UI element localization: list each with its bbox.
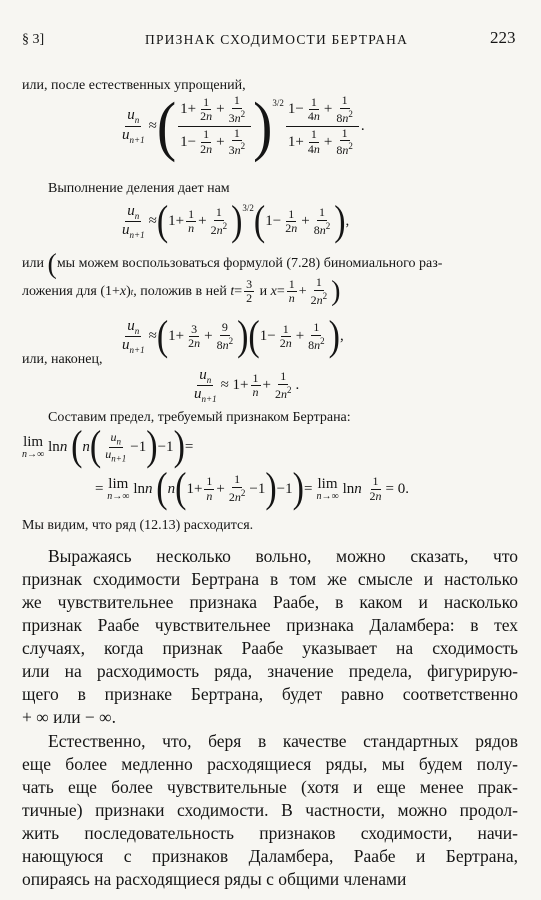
paragraph-line: признак сходимости Бертрана в том же смысле и настолько: [22, 569, 518, 589]
paragraph-line: Естественно, что, беря в качестве стандартных рядов: [48, 731, 518, 751]
paragraph-line: же чувствительнее признака Раабе, в каком и насколько: [22, 592, 518, 612]
paragraph-line: + ∞ или − ∞.: [22, 707, 117, 727]
section-marker: § 3]: [22, 32, 45, 47]
text-line: Выполнение деления дает нам: [48, 181, 230, 196]
paragraph-line: случаях, когда признак Раабе указывает на сходимость: [22, 638, 518, 658]
text-line: или (мы можем воспользоваться формулой (7.28) биномиального раз-: [22, 249, 443, 280]
text-line: ложения для (1+ x ) t , положив в ней t = $\frac{3}{2}$ и x = $\frac{1}{n}$ + $\frac{1}{2n^2}$ ): [22, 275, 341, 307]
paragraph-line: Выражаясь несколько вольно, можно сказать, что: [48, 546, 518, 566]
paragraph-line: еще более медленно расходящиеся ряды, мы будем полу-: [22, 754, 518, 774]
equation-ratio-3: $\frac{u_n}{u_{n+1}}$ ≈ ( 1+ $\frac{3}{2n}$ + $\frac{9}{8n^2}$ ) ( 1− $\frac{1}{2n}$ + $\frac{1}{8n^2}$ ) ,: [122, 313, 344, 360]
text-line: или, после естественных упрощений,: [22, 78, 246, 93]
equation-ratio-1: $\frac{u_n}{u_{n+1}}$ ≈ ( 1+ $\frac{1}{2n}$ + $\frac{1}{3n^2}$ 1− $\frac{1}{2n}$ + $\frac{1}{3n^2}$ ) $^{3/2}$ 1− $\frac{1}{4n}$ + $\frac{1}{8n^2}$ 1+ $\frac{1}{4n}$ + $\frac{1}{8n^2}$ .: [122, 88, 365, 163]
paragraph-line: нающуюся с признаков Даламбера, Раабе и Бертрана,: [22, 846, 518, 866]
equation-limit-2: = lim n→∞ ln n ( n ( 1+ $\frac{1}{n}$ + $\frac{1}{2n^2}$ −1 ) −1 ) = lim n→∞ ln n $\frac{1}{2n}$ = 0.: [95, 465, 409, 512]
paragraph-line: тичные) признаки сходимости. В частности, можно продол-: [22, 800, 518, 820]
paragraph-line: признак Раабе чувствительнее признака Даламбера: в тех: [22, 615, 518, 635]
text-line: Составим предел, требуемый признаком Бертрана:: [48, 410, 351, 425]
page-number: 223: [490, 28, 516, 47]
paragraph-line: жить последовательность признаков сходимости, начи-: [22, 823, 518, 843]
equation-limit-1: lim n→∞ ln n ( n ( $\frac{u_n}{u_{n+1}}$ −1 ) −1 ) =: [22, 423, 194, 470]
text-line: Мы видим, что ряд (12.13) расходится.: [22, 518, 254, 533]
paragraph-line: чать еще более чувствительные (хотя и еще менее прак-: [22, 777, 518, 797]
equation-ratio-4: $\frac{u_n}{u_{n+1}}$ ≈ 1+ $\frac{1}{n}$ + $\frac{1}{2n^2}$ .: [194, 367, 300, 405]
text-line: или, наконец,: [22, 352, 103, 367]
equation-ratio-2: $\frac{u_n}{u_{n+1}}$ ≈ ( 1+ $\frac{1}{n}$ + $\frac{1}{2n^2}$ ) $^{3/2}$ ( 1− $\frac{1}{2n}$ + $\frac{1}{8n^2}$ ) ,: [122, 198, 350, 245]
running-title: ПРИЗНАК СХОДИМОСТИ БЕРТРАНА: [145, 32, 409, 47]
paragraph-line: щего в признаке Бертрана, будет равно соответственно: [22, 684, 518, 704]
paragraph-line: опираясь на расходящиеся ряды с общими членами: [22, 869, 407, 889]
paragraph-line: или на расходимость ряда, значение предела, фигурирую-: [22, 661, 518, 681]
